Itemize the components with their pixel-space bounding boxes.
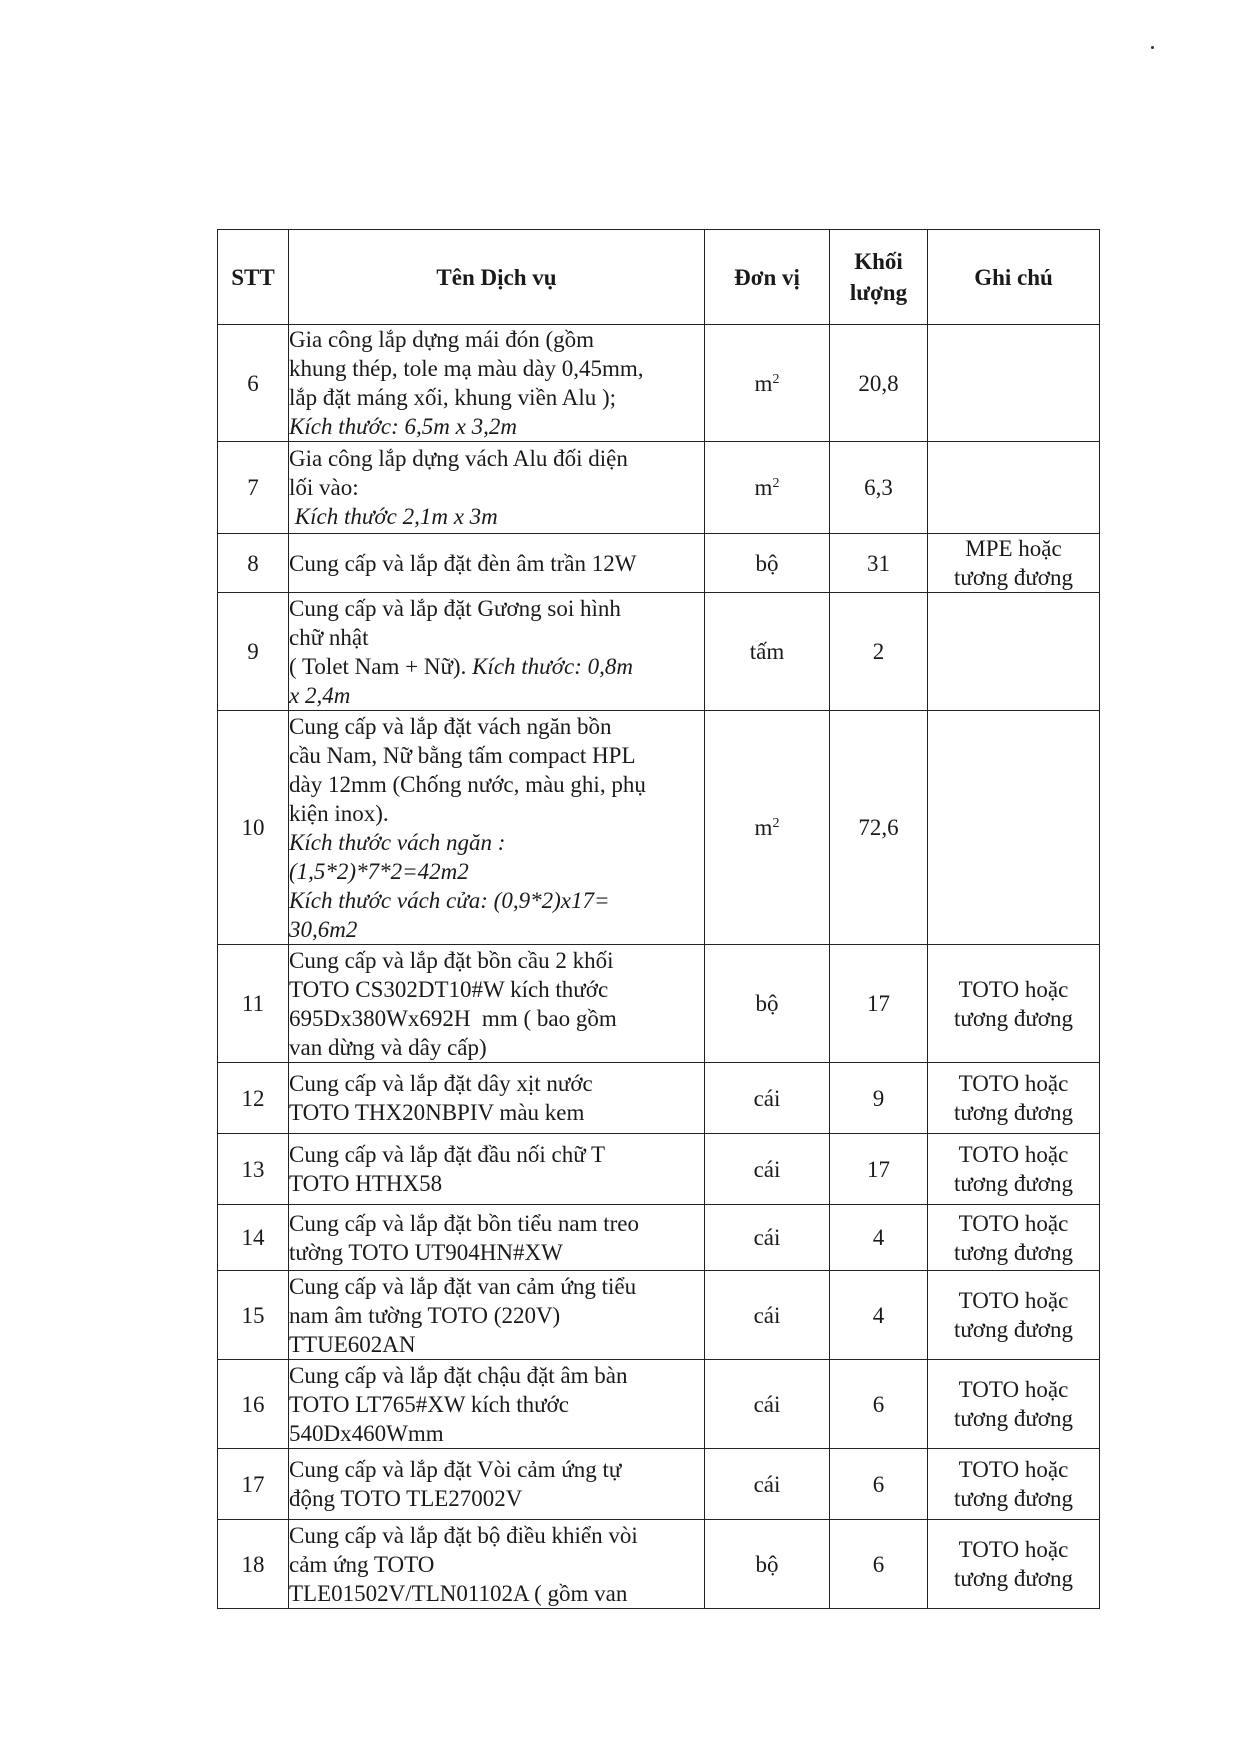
row-number: 7 (218, 442, 289, 534)
row-number: 13 (218, 1134, 289, 1205)
quantity-cell: 17 (830, 945, 928, 1063)
service-line (289, 1238, 704, 1267)
service-line (289, 1390, 704, 1419)
service-line-text: TTUE602AN (289, 1331, 416, 1357)
unit-exponent: 2 (772, 816, 780, 831)
service-line-text: ( Tolet Nam + Nữ). (289, 653, 473, 679)
service-line (289, 594, 704, 623)
quantity-cell: 72,6 (830, 711, 928, 945)
service-line (289, 1579, 704, 1608)
service-line (289, 1033, 704, 1062)
service-line (289, 1140, 704, 1169)
service-line (289, 1361, 704, 1390)
note-line: TOTO hoặc (958, 1142, 1069, 1167)
quantity-cell: 9 (830, 1063, 928, 1134)
note-line: tương đương (954, 1566, 1073, 1591)
note-line: TOTO hoặc (958, 976, 1069, 1002)
service-line-text: van dừng và dây cấp) (289, 1034, 487, 1060)
note-line: tương đương (954, 1486, 1073, 1511)
unit-cell (705, 442, 830, 534)
unit-text: cái (753, 1391, 781, 1417)
service-line (289, 1004, 704, 1033)
service-line (289, 770, 704, 799)
service-line-text: Kích thước: 6,5m x 3,2m (289, 414, 517, 439)
note-line: tương đương (954, 1100, 1073, 1125)
service-line (289, 1550, 704, 1579)
service-line-text: Cung cấp và lắp đặt bộ điều khiển vòi (289, 1522, 638, 1548)
row-number: 6 (218, 325, 289, 442)
service-line-text: kiện inox). (289, 800, 389, 826)
service-line-text: lắp đặt máng xối, khung viền Alu ); (289, 385, 617, 410)
header-stt: STT (218, 230, 289, 325)
note-cell (928, 442, 1100, 534)
quantity-cell: 4 (830, 1205, 928, 1271)
service-line (289, 1521, 704, 1550)
service-line-text: nam âm tường TOTO (220V) (289, 1302, 561, 1328)
service-line (289, 828, 704, 857)
unit-text: cái (753, 1302, 781, 1328)
service-line (289, 1301, 704, 1330)
quantity-cell: 6 (830, 1449, 928, 1520)
table-row (218, 442, 1100, 534)
service-line-text: Cung cấp và lắp đặt chậu đặt âm bàn (289, 1362, 628, 1388)
unit-cell (705, 1271, 830, 1360)
row-number: 11 (218, 945, 289, 1063)
unit-text: bộ (755, 991, 779, 1016)
table-row (218, 1360, 1100, 1449)
note-line: MPE hoặc (965, 536, 1062, 561)
service-line (289, 652, 704, 681)
table-row (218, 1449, 1100, 1520)
service-description (289, 1449, 705, 1520)
unit-exponent: 2 (772, 371, 780, 387)
service-line (289, 1209, 704, 1238)
service-line (289, 946, 704, 975)
row-number: 16 (218, 1360, 289, 1449)
unit-cell (705, 711, 830, 945)
scan-speck (1151, 46, 1154, 49)
service-line-text: 540Dx460Wmm (289, 1420, 444, 1446)
note-cell (928, 1520, 1100, 1609)
quantity-cell: 6 (830, 1360, 928, 1449)
note-cell (928, 1063, 1100, 1134)
service-line-text: Cung cấp và lắp đặt đèn âm trần 12W (289, 550, 637, 576)
table-row (218, 1271, 1100, 1360)
service-line-text: TLE01502V/TLN01102A ( gồm van (289, 1580, 628, 1606)
header-quantity-line1: Khối (854, 249, 903, 274)
table-header-row (218, 230, 1100, 325)
table-row (218, 945, 1100, 1063)
unit-text: bộ (755, 550, 779, 576)
note-cell (928, 711, 1100, 945)
unit-cell (705, 534, 830, 593)
note-cell (928, 1449, 1100, 1520)
service-description (289, 711, 705, 945)
service-line-text: cầu Nam, Nữ bằng tấm compact HPL (289, 742, 636, 768)
header-unit: Đơn vị (705, 230, 830, 325)
unit-cell (705, 1520, 830, 1609)
table-row (218, 1134, 1100, 1205)
service-line-text: TOTO LT765#XW kích thước (289, 1391, 569, 1417)
service-line (289, 741, 704, 770)
service-line-text: Kích thước vách cửa: (0,9*2)x17= (289, 887, 610, 913)
note-line: TOTO hoặc (958, 1288, 1069, 1313)
service-line-text: TOTO CS302DT10#W kích thước (289, 976, 609, 1002)
unit-cell (705, 1063, 830, 1134)
service-line (289, 412, 704, 441)
service-line-text: Cung cấp và lắp đặt đầu nối chữ T (289, 1142, 606, 1167)
note-line: TOTO hoặc (958, 1210, 1069, 1236)
service-description (289, 325, 705, 442)
note-cell (928, 1134, 1100, 1205)
note-cell (928, 325, 1100, 442)
service-line (289, 354, 704, 383)
service-line-text: (1,5*2)*7*2=42m2 (289, 858, 469, 884)
service-line (289, 549, 704, 578)
table-row (218, 711, 1100, 945)
service-description (289, 945, 705, 1063)
service-line-text: Cung cấp và lắp đặt van cảm ứng tiểu (289, 1273, 637, 1299)
service-line (289, 473, 704, 502)
service-line (289, 1169, 704, 1198)
service-line-text: Kích thước 2,1m x 3m (289, 504, 498, 529)
note-cell (928, 1205, 1100, 1271)
service-line (289, 799, 704, 828)
unit-text: tấm (749, 639, 785, 664)
unit-text: cái (753, 1085, 781, 1111)
note-line: tương đương (954, 1317, 1073, 1342)
service-description (289, 1360, 705, 1449)
service-line (289, 1098, 704, 1127)
quantity-cell: 20,8 (830, 325, 928, 442)
row-number: 17 (218, 1449, 289, 1520)
service-line-text: khung thép, tole mạ màu dày 0,45mm, (289, 356, 644, 381)
table-body (218, 325, 1100, 1609)
service-description (289, 1134, 705, 1205)
unit-cell (705, 945, 830, 1063)
row-number: 14 (218, 1205, 289, 1271)
quantity-cell: 2 (830, 593, 928, 711)
unit-cell (705, 1360, 830, 1449)
unit-text: cái (753, 1225, 781, 1250)
row-number: 18 (218, 1520, 289, 1609)
unit-exponent: 2 (772, 476, 780, 491)
service-line (289, 857, 704, 886)
note-cell (928, 1271, 1100, 1360)
note-line: TOTO hoặc (958, 1377, 1069, 1402)
unit-text: cái (753, 1471, 781, 1497)
service-line-text: chữ nhật (289, 624, 369, 650)
note-cell (928, 1360, 1100, 1449)
quantity-cell: 17 (830, 1134, 928, 1205)
service-line-text: Cung cấp và lắp đặt bồn cầu 2 khối (289, 947, 614, 973)
row-number: 9 (218, 593, 289, 711)
service-line (289, 1330, 704, 1359)
service-description (289, 442, 705, 534)
note-line: TOTO hoặc (958, 1457, 1069, 1482)
service-line (289, 681, 704, 710)
service-line-text: Cung cấp và lắp đặt vách ngăn bồn (289, 713, 612, 739)
services-table (217, 229, 1100, 1609)
note-line: tương đương (954, 1239, 1073, 1265)
note-line: tương đương (954, 1406, 1073, 1431)
header-service: Tên Dịch vụ (289, 230, 705, 325)
table-row (218, 1520, 1100, 1609)
table-row (218, 325, 1100, 442)
service-line-text: Cung cấp và lắp đặt dây xịt nước (289, 1071, 593, 1096)
note-line: tương đương (954, 1005, 1073, 1031)
unit-text: cái (753, 1156, 781, 1182)
service-line-text: Cung cấp và lắp đặt Vòi cảm ứng tự (289, 1457, 622, 1482)
unit-cell (705, 593, 830, 711)
table-row (218, 1063, 1100, 1134)
unit-text: m (754, 475, 773, 500)
service-line (289, 975, 704, 1004)
service-line-text: Cung cấp và lắp đặt bồn tiểu nam treo (289, 1210, 640, 1236)
service-line-text: 30,6m2 (289, 916, 358, 942)
service-description (289, 1205, 705, 1271)
service-line (289, 1484, 704, 1513)
table-row (218, 593, 1100, 711)
service-line-text: x 2,4m (289, 682, 351, 708)
service-line-text: động TOTO TLE27002V (289, 1486, 523, 1511)
header-note: Ghi chú (928, 230, 1100, 325)
unit-cell (705, 1134, 830, 1205)
header-quantity (830, 230, 928, 325)
service-line-text: Gia công lắp dựng vách Alu đối diện (289, 446, 628, 471)
service-line-text: 695Dx380Wx692H mm ( bao gồm (289, 1005, 617, 1031)
service-line-text: cảm ứng TOTO (289, 1551, 435, 1577)
quantity-cell: 6 (830, 1520, 928, 1609)
service-line-text: lối vào: (289, 475, 359, 500)
quantity-cell: 6,3 (830, 442, 928, 534)
service-line-text: Gia công lắp dựng mái đón (gồm (289, 327, 595, 352)
service-line-text: TOTO THX20NBPIV màu kem (289, 1100, 585, 1125)
service-line-italic-tail: Kích thước: 0,8m (472, 653, 633, 679)
service-line-text: Kích thước vách ngăn : (289, 829, 506, 855)
service-description (289, 1271, 705, 1360)
table-row (218, 1205, 1100, 1271)
service-line (289, 1455, 704, 1484)
service-line (289, 383, 704, 412)
service-line (289, 1272, 704, 1301)
header-quantity-line2: lượng (849, 280, 908, 305)
note-line: TOTO hoặc (958, 1537, 1069, 1562)
service-line (289, 915, 704, 944)
service-line (289, 1069, 704, 1098)
quantity-cell: 4 (830, 1271, 928, 1360)
service-line (289, 325, 704, 354)
service-line-text: dày 12mm (Chống nước, màu ghi, phụ (289, 771, 646, 797)
service-line (289, 712, 704, 741)
service-line-text: tường TOTO UT904HN#XW (289, 1239, 563, 1265)
table-row (218, 534, 1100, 593)
row-number: 10 (218, 711, 289, 945)
note-cell (928, 593, 1100, 711)
service-description (289, 1063, 705, 1134)
service-line-text: TOTO HTHX58 (289, 1171, 443, 1196)
note-cell (928, 534, 1100, 593)
unit-text: bộ (755, 1551, 779, 1577)
unit-text: m (754, 815, 773, 840)
service-line (289, 623, 704, 652)
service-line (289, 886, 704, 915)
unit-cell (705, 1205, 830, 1271)
service-description (289, 593, 705, 711)
unit-cell (705, 325, 830, 442)
quantity-cell: 31 (830, 534, 928, 593)
service-description (289, 1520, 705, 1609)
service-line (289, 502, 704, 531)
service-description (289, 534, 705, 593)
unit-text: m (754, 370, 773, 396)
service-line (289, 444, 704, 473)
row-number: 15 (218, 1271, 289, 1360)
row-number: 12 (218, 1063, 289, 1134)
note-cell (928, 945, 1100, 1063)
unit-cell (705, 1449, 830, 1520)
note-line: tương đương (954, 1171, 1073, 1196)
service-line-text: Cung cấp và lắp đặt Gương soi hình (289, 595, 621, 621)
row-number: 8 (218, 534, 289, 593)
note-line: TOTO hoặc (958, 1071, 1069, 1096)
note-line: tương đương (954, 565, 1073, 590)
service-line (289, 1419, 704, 1448)
